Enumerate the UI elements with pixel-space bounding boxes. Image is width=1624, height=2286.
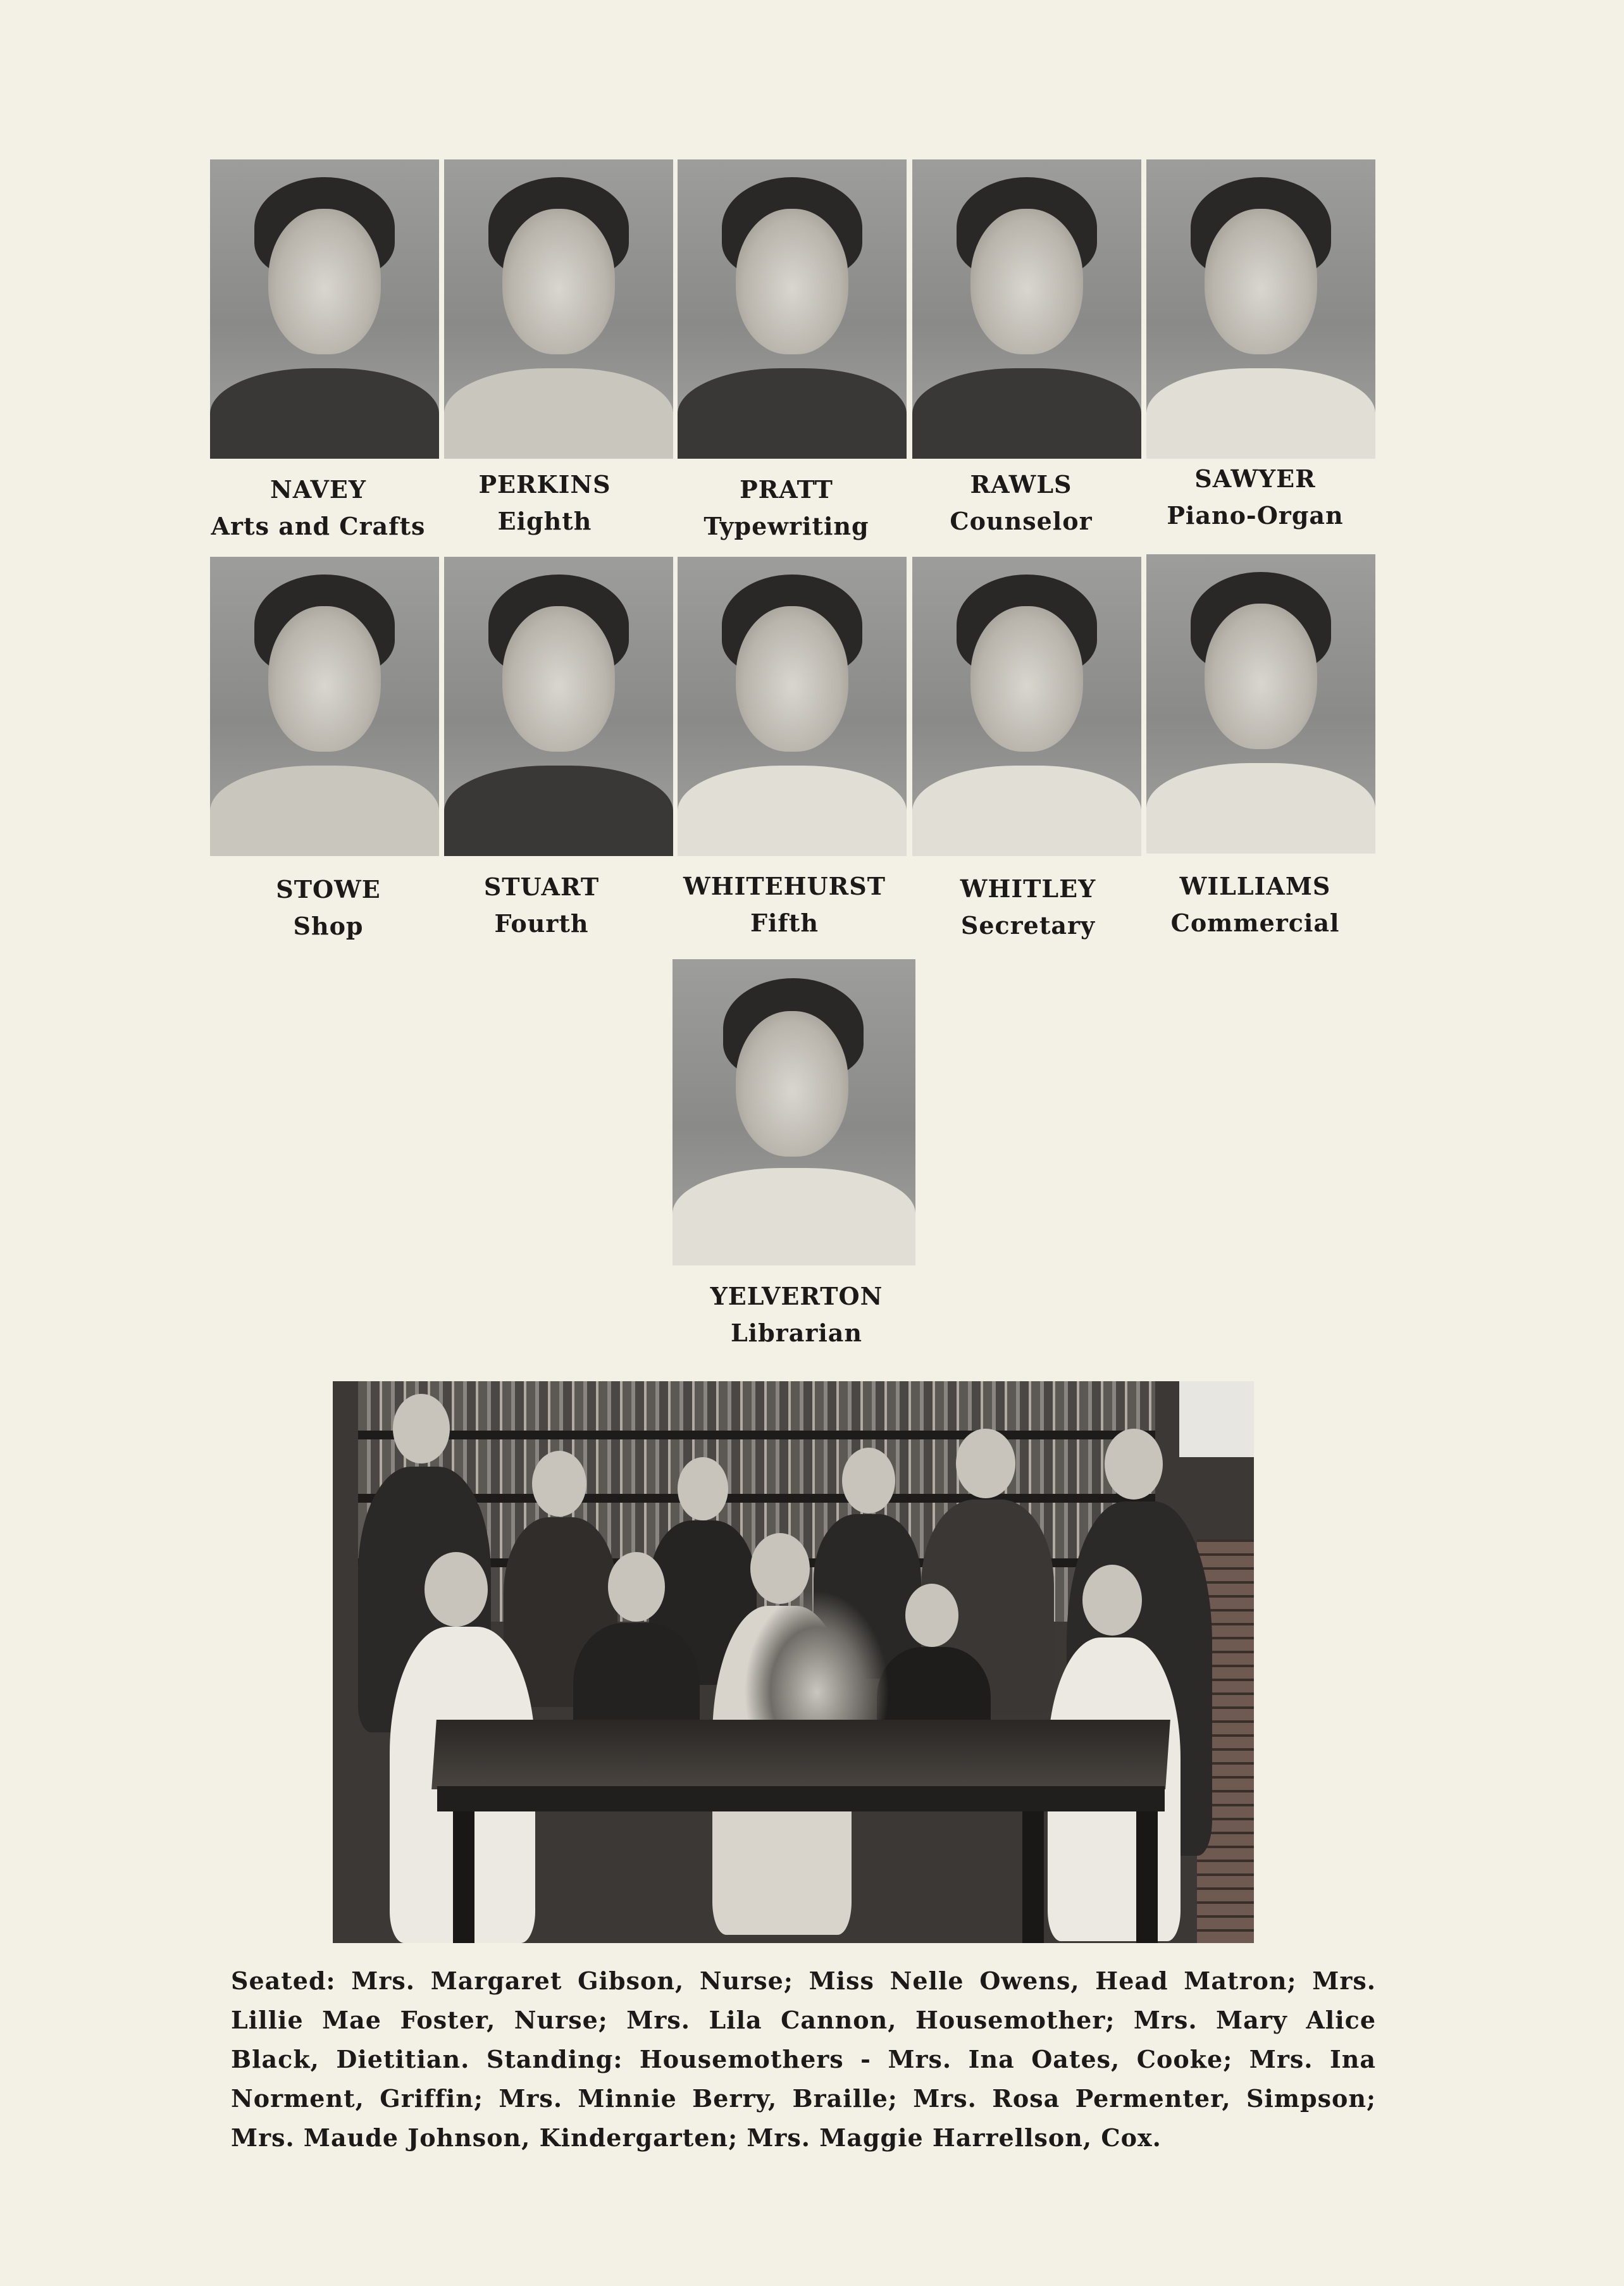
portrait-pratt: [678, 159, 907, 459]
caption-stuart: [427, 869, 656, 942]
portrait-navey: [210, 159, 439, 459]
portrait-perkins: [444, 159, 673, 459]
caption-williams: [1141, 868, 1370, 941]
caption-stowe: [214, 871, 443, 945]
staff-name: WHITEHURST: [683, 872, 886, 900]
staff-name: PRATT: [740, 475, 833, 504]
staff-name: SAWYER: [1194, 464, 1316, 493]
staff-name: RAWLS: [970, 470, 1072, 499]
caption-sawyer: [1141, 461, 1370, 534]
staff-name: STOWE: [276, 875, 381, 904]
caption-navey: [204, 471, 433, 545]
group-photo: [333, 1381, 1254, 1943]
staff-name: NAVEY: [270, 475, 367, 504]
caption-rawls: [907, 466, 1136, 540]
staff-role: Typewriting: [704, 512, 869, 540]
portrait-whitley: [912, 557, 1141, 856]
staff-role: Librarian: [730, 1319, 863, 1347]
staff-name: WHITLEY: [960, 874, 1096, 903]
staff-role: Shop: [293, 912, 364, 940]
staff-role: Fourth: [494, 909, 589, 938]
staff-role: Fifth: [750, 909, 819, 937]
staff-name: YELVERTON: [710, 1282, 883, 1310]
caption-pratt: [672, 471, 901, 545]
portrait-williams: [1146, 554, 1375, 854]
staff-role: Counselor: [950, 507, 1093, 535]
portrait-yelverton: [673, 959, 915, 1265]
portrait-stuart: [444, 557, 673, 856]
caption-whitehurst: [670, 868, 899, 941]
caption-perkins: [430, 466, 659, 540]
portrait-sawyer: [1146, 159, 1375, 459]
staff-role: Arts and Crafts: [211, 512, 426, 540]
staff-role: Secretary: [960, 911, 1096, 940]
staff-name: STUART: [483, 873, 600, 901]
portrait-rawls: [912, 159, 1141, 459]
window: [1179, 1381, 1254, 1457]
staff-name: WILLIAMS: [1179, 872, 1331, 900]
portrait-whitehurst: [678, 557, 907, 856]
staff-role: Commercial: [1170, 909, 1340, 937]
table: [431, 1720, 1170, 1789]
caption-whitley: [914, 871, 1143, 944]
staff-name: PERKINS: [478, 470, 611, 499]
portrait-stowe: [210, 557, 439, 856]
staff-role: Piano-Organ: [1167, 501, 1344, 530]
caption-yelverton: [682, 1278, 911, 1351]
group-photo-caption: Seated: Mrs. Margaret Gibson, Nurse; Miss Nelle Owens, Head Matron; Mrs. Lillie Mae Foster, Nurse; Mrs. Lila Cannon, Housemother; Mrs. Mary Alice Black, Dietitian. Standing: Housemothers - Mrs. Ina Oates, Cooke; Mrs. Ina Norment, Griffin; Mrs. Minnie Berry, Braille; Mrs. Rosa Permenter, Simpson; Mrs. Maude Johnson, Kindergarten; Mrs. Maggie Harrellson, Cox.: [231, 1966, 1376, 2152]
potted-plant: [744, 1590, 889, 1736]
staff-role: Eighth: [497, 507, 592, 535]
